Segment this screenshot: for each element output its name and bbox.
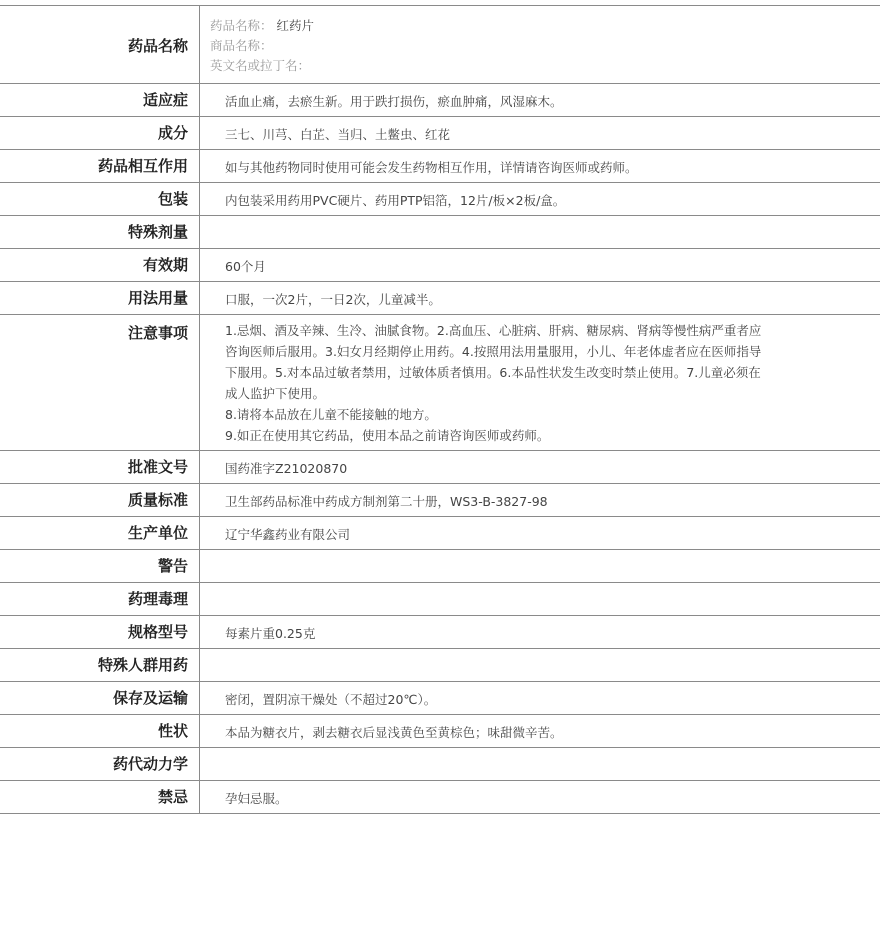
row-label: 批准文号 <box>0 451 200 483</box>
names-cell <box>200 6 880 83</box>
row-label: 成分 <box>0 117 200 149</box>
english-name-prefix: 英文名或拉丁名： <box>210 58 311 73</box>
table-row-precautions <box>0 315 880 451</box>
row-value <box>200 649 880 681</box>
row-value: 孕妇忌服。 <box>225 791 288 806</box>
table-row-shelf-life <box>0 249 880 282</box>
table-row-pharmacokinetics <box>0 748 880 781</box>
row-label: 保存及运输 <box>0 682 200 714</box>
row-value <box>200 216 880 248</box>
row-value: 活血止痛，去瘀生新。用于跌打损伤，瘀血肿痛，风湿麻木。 <box>225 94 563 109</box>
row-value: 如与其他药物同时使用可能会发生药物相互作用，详情请咨询医师或药师。 <box>225 160 638 175</box>
generic-name-line <box>210 16 880 36</box>
row-value <box>200 583 880 615</box>
table-row-specification <box>0 616 880 649</box>
row-label: 药品名称 <box>0 6 200 83</box>
row-label: 生产单位 <box>0 517 200 549</box>
row-label: 有效期 <box>0 249 200 281</box>
table-row-description <box>0 715 880 748</box>
row-label: 特殊人群用药 <box>0 649 200 681</box>
generic-name-value: 红药片 <box>276 18 315 33</box>
table-row-pharmacology <box>0 583 880 616</box>
row-label: 药理毒理 <box>0 583 200 615</box>
row-label: 注意事项 <box>0 315 200 450</box>
precautions-text-3: 9.如正在使用其它药品，使用本品之前请咨询医师或药师。 <box>225 428 550 443</box>
table-row-contraindications <box>0 781 880 814</box>
table-row-special-populations <box>0 649 880 682</box>
table-row-ingredients <box>0 117 880 150</box>
row-value: 卫生部药品标准中药成方制剂第二十册，WS3-B-3827-98 <box>225 494 548 509</box>
row-label: 适应症 <box>0 84 200 116</box>
row-value: 辽宁华鑫药业有限公司 <box>225 527 351 542</box>
row-value: 三七、川芎、白芷、当归、土鳖虫、红花 <box>225 127 451 142</box>
row-value: 密闭，置阴凉干燥处（不超过20℃）。 <box>225 692 437 707</box>
drug-spec-table <box>0 5 880 814</box>
precautions-text-2: 8.请将本品放在儿童不能接触的地方。 <box>225 407 437 422</box>
table-row-storage <box>0 682 880 715</box>
precautions-cell <box>200 315 785 450</box>
table-row-special-dosage <box>0 216 880 249</box>
row-label: 药品相互作用 <box>0 150 200 182</box>
row-label: 禁忌 <box>0 781 200 813</box>
table-row-warning <box>0 550 880 583</box>
table-row-packaging <box>0 183 880 216</box>
table-row-manufacturer <box>0 517 880 550</box>
row-value: 每素片重0.25克 <box>225 626 316 641</box>
row-value: 内包装采用药用PVC硬片、药用PTP铝箔，12片/板×2板/盒。 <box>225 193 566 208</box>
table-row-interactions <box>0 150 880 183</box>
row-label: 用法用量 <box>0 282 200 314</box>
table-row-indications <box>0 84 880 117</box>
trade-name-prefix: 商品名称： <box>210 38 273 53</box>
row-label: 规格型号 <box>0 616 200 648</box>
row-label: 警告 <box>0 550 200 582</box>
table-row-approval-number <box>0 451 880 484</box>
table-row-names <box>0 6 880 84</box>
row-value: 国药准字Z21020870 <box>225 461 348 476</box>
row-label: 特殊剂量 <box>0 216 200 248</box>
row-label: 性状 <box>0 715 200 747</box>
row-label: 包装 <box>0 183 200 215</box>
row-value <box>200 748 880 780</box>
english-name-line <box>210 56 880 76</box>
row-label: 药代动力学 <box>0 748 200 780</box>
generic-name-prefix: 药品名称： <box>210 18 273 33</box>
row-value: 60个月 <box>225 259 266 274</box>
row-value <box>200 550 880 582</box>
precautions-text-1: 1.忌烟、酒及辛辣、生冷、油腻食物。2.高血压、心脏病、肝病、糖尿病、肾病等慢性病严重者应咨询医师后服用。3.妇女月经期停止用药。4.按照用法用量服用，小儿、年老体虚者应在医师指导下服用。5.对本品过敏者禁用，过敏体质者慎用。6.本品性状发生改变时禁止使用。7.儿童必须在成人监护下使用。 <box>225 323 762 401</box>
row-value: 口服，一次2片，一日2次，儿童减半。 <box>225 292 441 307</box>
table-row-quality-standard <box>0 484 880 517</box>
trade-name-line <box>210 36 880 56</box>
row-value: 本品为糖衣片，剥去糖衣后显浅黄色至黄棕色；味甜微辛苦。 <box>225 725 563 740</box>
row-label: 质量标准 <box>0 484 200 516</box>
table-row-dosage <box>0 282 880 315</box>
